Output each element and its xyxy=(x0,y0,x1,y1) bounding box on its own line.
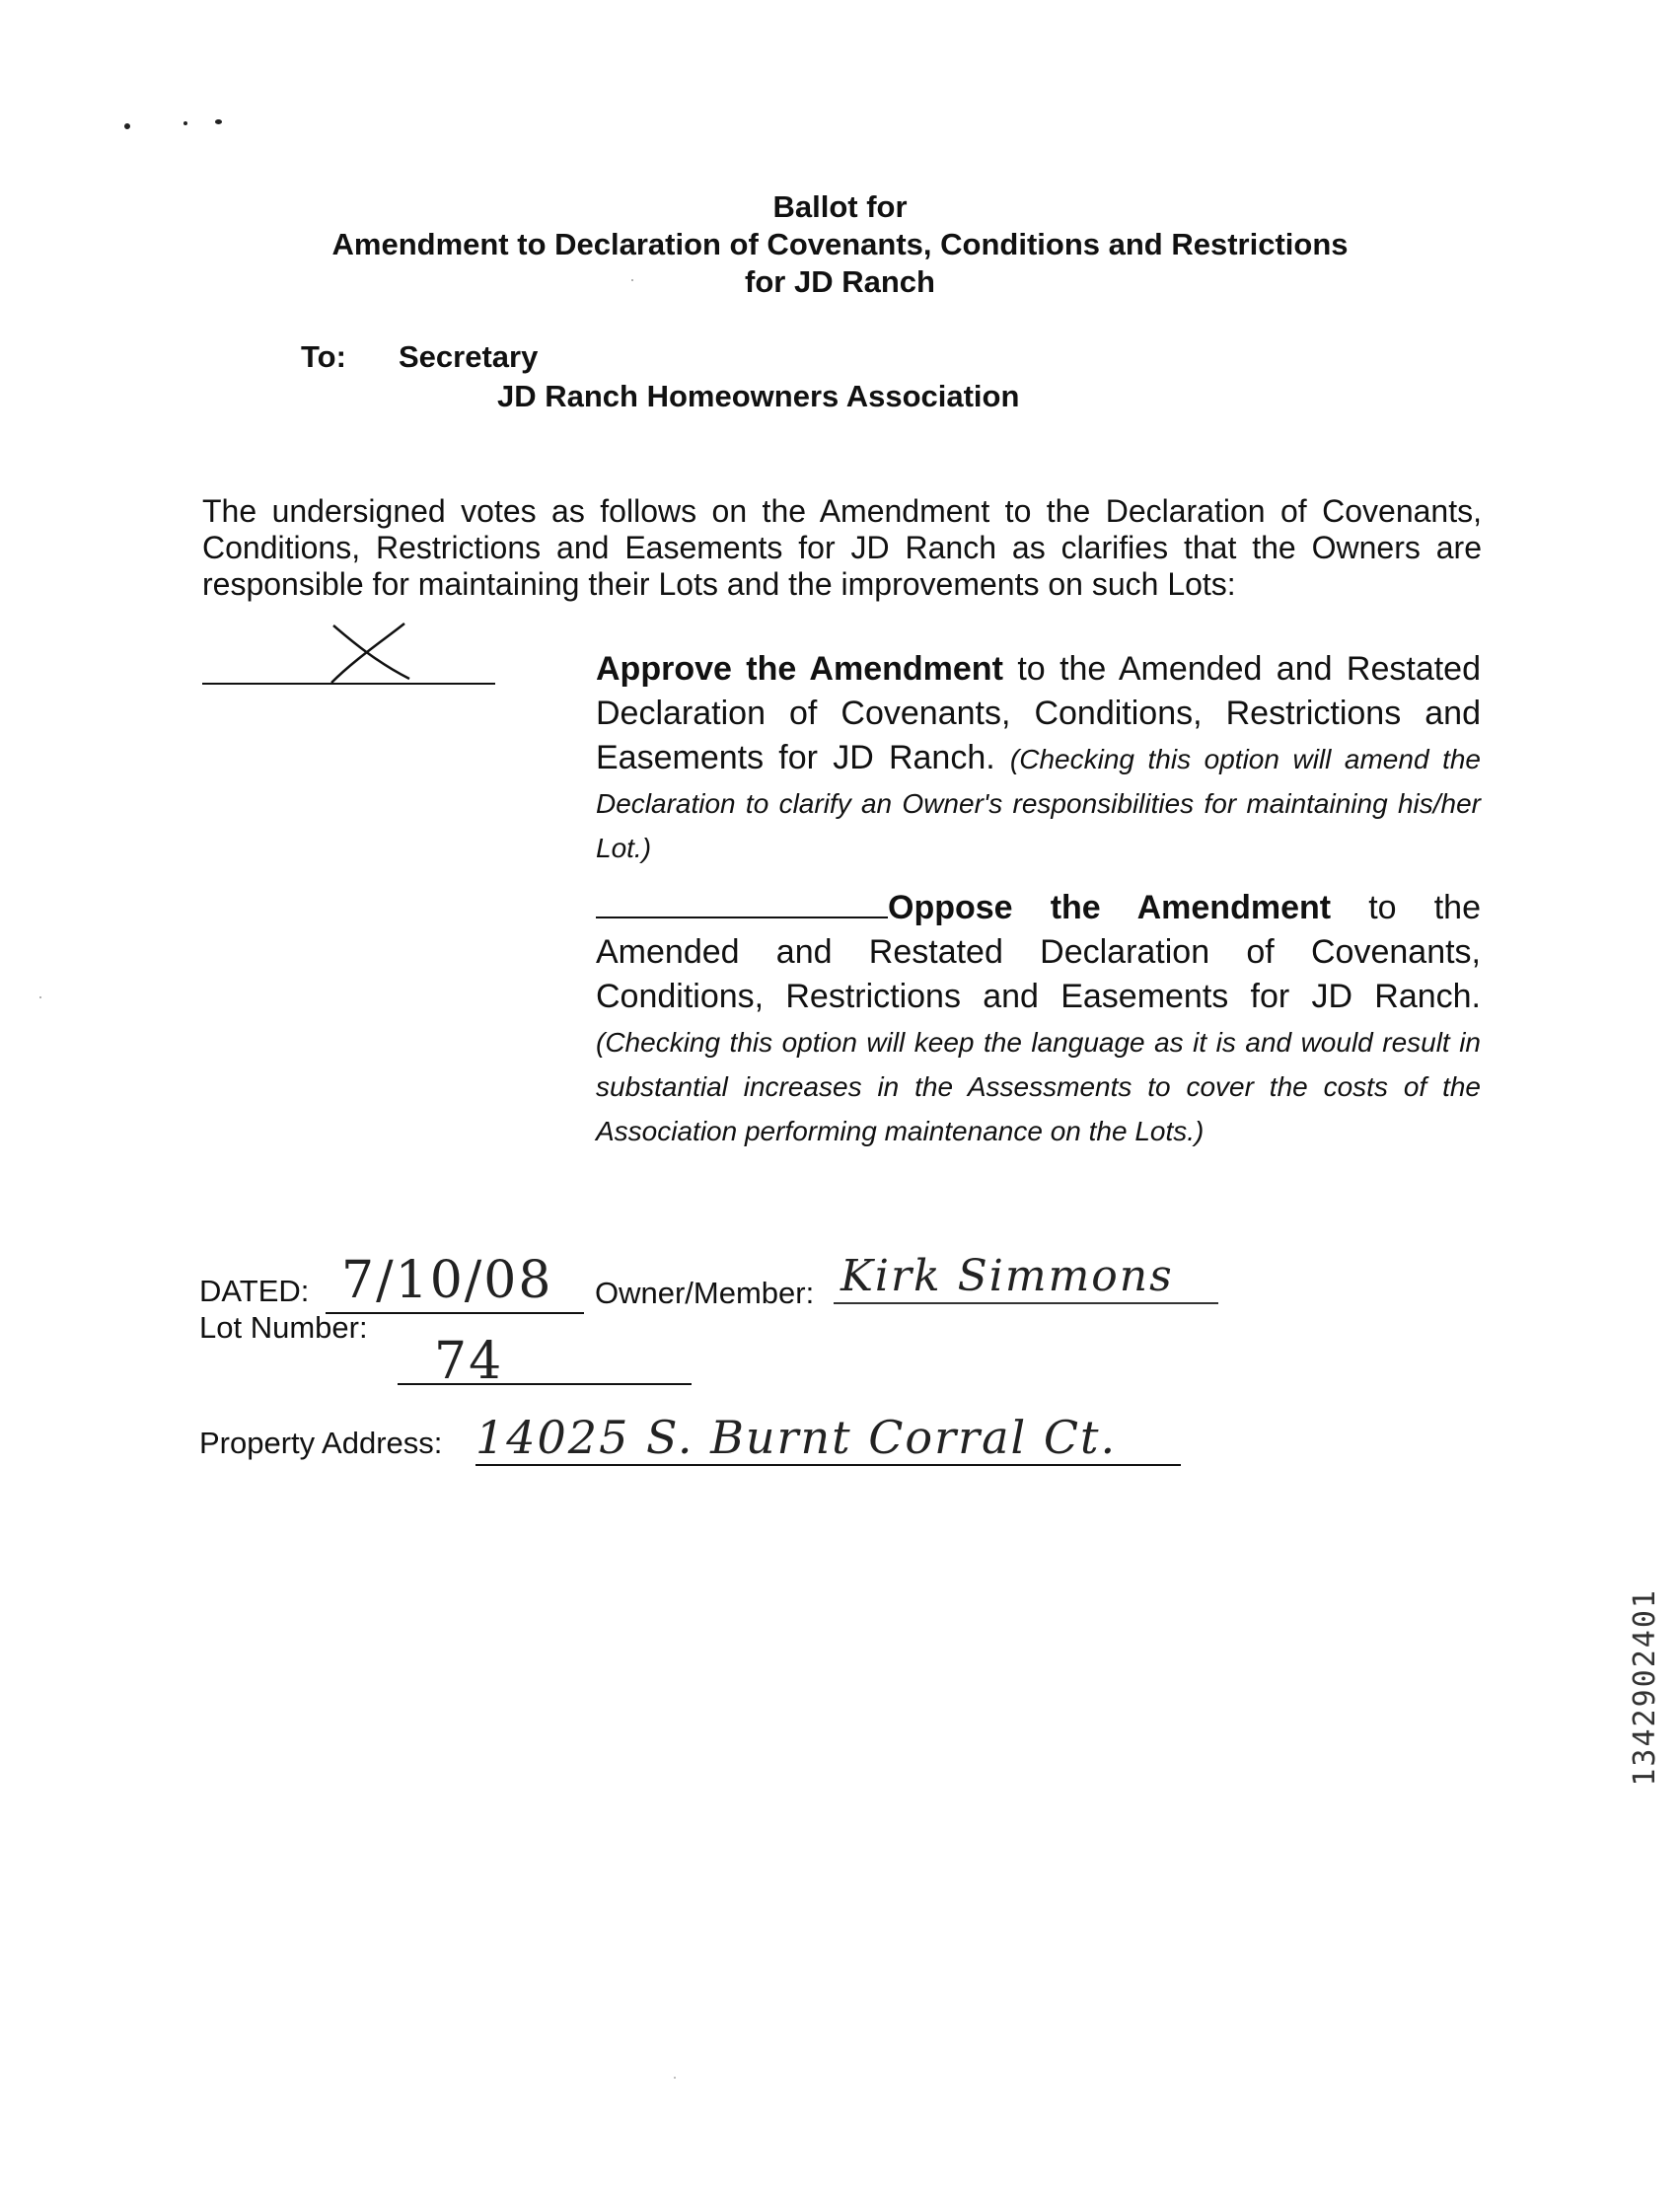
intro-paragraph: The undersigned votes as follows on the Amendment to the Declaration of Covenants, Conditions, Restrictions and Easements for JD Ranch as clarifies that the Owners are responsible for maintaining their Lots and the improvements on such Lots: xyxy=(202,493,1482,602)
oppose-note: (Checking this option will keep the language as it is and would result in substantial increases in the Assessments to cover the costs of the Association performing maintenance on the Lots.) xyxy=(596,1027,1481,1146)
scan-mark xyxy=(124,123,130,129)
address-label: Property Address: xyxy=(199,1426,443,1460)
approve-note: (Checking this option will amend the Declaration to clarify an Owner's responsibilities for maintaining his/her Lot.) xyxy=(596,744,1481,863)
scan-mark xyxy=(631,279,633,281)
to-recipient: Secretary xyxy=(399,339,539,374)
approve-option xyxy=(596,647,1481,869)
to-organization: JD Ranch Homeowners Association xyxy=(497,379,1020,413)
scan-mark xyxy=(39,996,41,998)
lot-value: 74 xyxy=(434,1332,504,1391)
oppose-heading: Oppose the Amendment xyxy=(888,889,1332,926)
dated-value: 7/10/08 xyxy=(341,1251,553,1310)
address-value: 14025 S. Burnt Corral Ct. xyxy=(475,1411,1118,1464)
address-line[interactable] xyxy=(475,1464,1181,1466)
to-label: To: xyxy=(301,339,346,374)
document-stamp-number: 1342902401 xyxy=(1628,1588,1662,1787)
dated-label: DATED: xyxy=(199,1274,310,1308)
oppose-text: to the Amended and Restated Declaration of Covenants, Conditions, Restrictions and Easements for JD Ranch. xyxy=(596,889,1481,1015)
approve-text: to the Amended and Restated Declaration of Covenants, Conditions, Restrictions and Easements for JD Ranch. xyxy=(596,650,1481,776)
x-mark-icon xyxy=(326,620,414,685)
oppose-option xyxy=(596,886,1481,1152)
owner-signature-line[interactable] xyxy=(834,1302,1218,1304)
ballot-title: Ballot for xyxy=(772,189,908,224)
ballot-subtitle-ranch: for JD Ranch xyxy=(745,264,935,299)
approve-check-mark xyxy=(326,620,414,690)
oppose-checkbox-line[interactable] xyxy=(596,887,888,918)
owner-label: Owner/Member: xyxy=(595,1276,815,1310)
owner-signature: Kirk Simmons xyxy=(840,1251,1174,1301)
scan-mark xyxy=(674,2077,676,2079)
approve-heading: Approve the Amendment xyxy=(596,650,1003,688)
scan-mark xyxy=(215,119,222,124)
lot-label: Lot Number: xyxy=(199,1310,368,1345)
scan-mark xyxy=(183,121,187,125)
ballot-subtitle: Amendment to Declaration of Covenants, Conditions and Restrictions xyxy=(331,227,1349,261)
